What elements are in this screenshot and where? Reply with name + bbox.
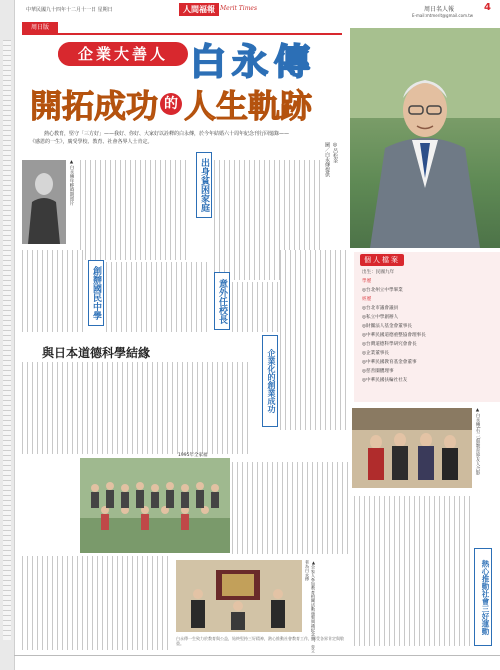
headline-title-particle: 的 [160,93,182,115]
body-text-column-3 [22,250,84,332]
lead-line-2: 《感恩的一生》，廣受學校、教育、社會各界人士肯定。 [30,139,153,145]
lead-line-1: 熱心教育，堅守「三方好」——我好、你好、大家好以詮釋的白永傳，於今年結婚六十周年紀念刊行回憶錄—— [44,131,290,137]
subhead-3: 意外任校長 [214,272,230,330]
young-photo-caption: ▲白永傳年輕時期照片 [69,160,74,206]
profile-line: ◎企業董事長 [362,351,389,356]
subhead-5: 企業化的創業成功 [262,335,278,427]
section-title: 周日名人報 [424,6,455,13]
award-photo-caption: ▲全家人參加教育相關活動頒獎典禮紀念照，旁立者為白永傳 [305,560,316,653]
body-text-column-9 [354,496,470,646]
body-text-column-10 [22,556,172,650]
profile-line: 出生：民國九年 [362,270,395,275]
ceremony-photo-caption: ▲白永傳(右二)與教育界友人合影 [475,408,480,476]
header-bar [14,0,500,22]
body-text-column-8 [232,462,352,554]
header-email: E-mail:mtmerit@gmail.com.tw [412,13,474,18]
profile-label: 個人檔案 [360,254,404,266]
profile-line: ◎中華民國教育基金會董事 [362,360,417,365]
subhead-2: 創辦國民中學 [88,260,104,326]
profile-line: ◎慈善團體理事 [362,369,394,374]
headline-title-part1: 開拓成功 [30,87,159,125]
profile-line: ◎中華民國道德重整協會理事長 [362,333,426,338]
headline-title [30,84,312,124]
portrait-photo [350,28,500,248]
profile-line: ◎私立中學創辦人 [362,315,399,320]
subhead-6: 熱心推動社會三好運動 [474,548,492,646]
body-text-column-4 [106,262,210,332]
profile-line: ◎台灣道德科學研究會會長 [362,342,417,347]
newspaper-logo-subtitle: Merit Times [220,5,258,12]
profile-line: 學歷 [362,279,372,284]
profile-line: ◎台北市議會議員 [362,306,399,311]
profile-line: ◎中華民國扶輪社社友 [362,378,408,383]
lead-paragraph [30,130,350,146]
subhead-4: 與日本道德科學結緣 [42,346,151,360]
byline-photo-credit: 圖／白永傳提供 [324,142,330,177]
profile-line: 經歷 [362,297,372,302]
ceremony-photo [352,408,472,488]
portrait-figure [350,28,500,248]
family-photo-caption: 1995年全家福 [178,453,208,458]
newspaper-logo: 人間福報 [179,3,219,16]
young-portrait-photo [22,160,66,244]
headline-kicker-text: 企業大善人 [58,42,188,66]
body-text-column-6 [280,250,350,430]
family-photo [80,458,230,553]
profile-box [354,252,500,402]
column-intro: 白永傳一生致力於教育與公益，始終堅持三好精神，熱心推動社會教育工作，深受各界肯定與敬重。 [176,636,344,646]
body-text-column-7 [22,362,252,454]
section-tab: 周日版 [22,22,58,34]
headline-title-part2: 人生軌跡 [184,87,313,125]
subhead-1: 出身貧困家庭 [196,152,212,218]
page-edge-strip [0,0,15,670]
profile-line: ◎台北州立中學畢業 [362,288,403,293]
byline-reporter: ◎呂松奎 [332,142,338,163]
page-number: 4 [484,2,491,13]
footer-rule [14,655,500,656]
issue-date: 中華民國九十四年十二月十一日 星期日 [26,7,113,13]
profile-line: ◎財團法人基金會董事長 [362,324,412,329]
award-photo [176,560,302,632]
headline-name: 白永傳 [190,42,317,83]
profile-lines [362,268,496,385]
body-text-column-1 [80,160,190,260]
